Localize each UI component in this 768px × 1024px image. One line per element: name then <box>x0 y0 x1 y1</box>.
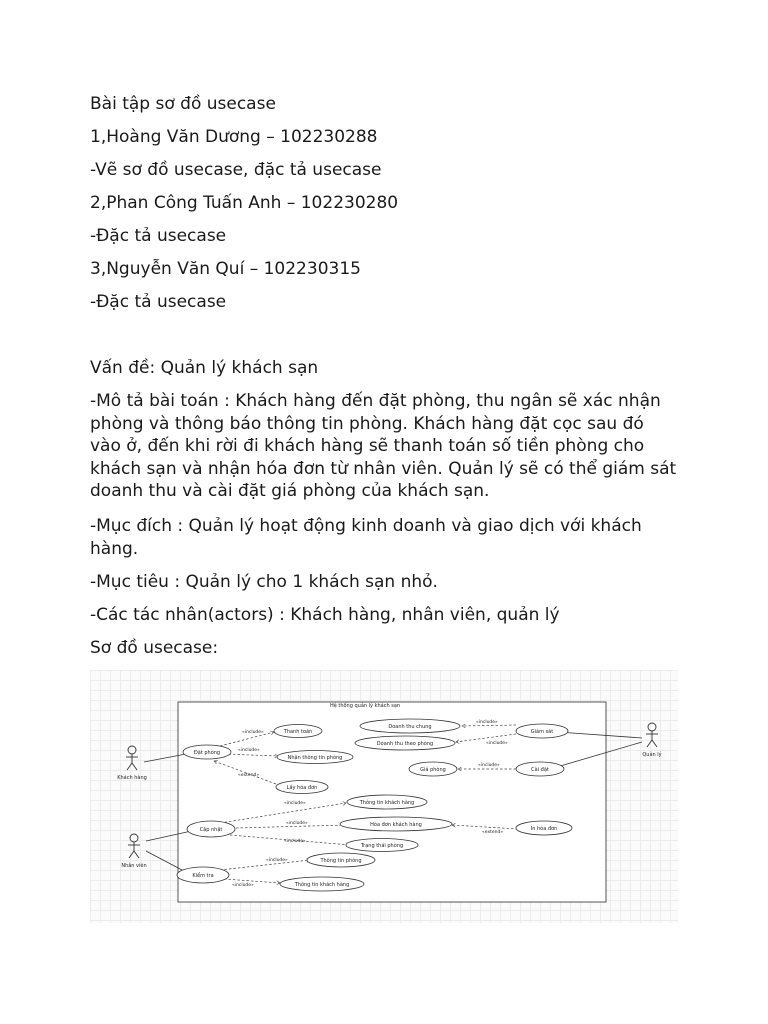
dep-label-include: «include» <box>284 801 306 806</box>
usecase-room-info-label: Thông tin phòng <box>320 858 362 864</box>
usecase-diagram <box>90 670 678 923</box>
actors-line: -Các tác nhân(actors) : Khách hàng, nhân viên, quản lý <box>90 605 560 625</box>
member-3-name: 3,Nguyễn Văn Quí – 102230315 <box>90 259 361 279</box>
usecase-customer-invoice-label: Hóa đơn khách hàng <box>370 822 422 828</box>
usecase-settings-label: Cài đặt <box>531 767 549 773</box>
actor-staff <box>128 834 140 858</box>
usecase-payment-label: Thanh toán <box>283 729 313 735</box>
problem-heading: Vấn đề: Quản lý khách sạn <box>90 358 319 378</box>
actor-manager <box>646 723 658 747</box>
dep-label-include: «include» <box>238 748 260 753</box>
usecase-book-room-label: Đặt phòng <box>193 750 221 756</box>
usecase-check-label: Kiểm tra <box>192 873 214 879</box>
usecase-get-invoice-label: Lấy hóa đơn <box>286 785 318 791</box>
dep-label-include: «include» <box>232 883 254 888</box>
dep-label-include: «include» <box>242 730 264 735</box>
usecase-diagram-svg <box>90 670 678 923</box>
dep-label-include: «include» <box>286 821 308 826</box>
document-title: Bài tập sơ đồ usecase <box>90 94 276 114</box>
usecase-print-invoice-label: In hóa đơn <box>530 826 558 832</box>
usecase-update-label: Cập nhật <box>199 827 223 833</box>
dep-label-include: «include» <box>478 763 500 768</box>
dep-label-extend: «extend» <box>238 773 260 778</box>
usecase-room-status-label: Trạng thái phòng <box>360 843 404 849</box>
actor-customer <box>126 746 138 770</box>
actor-manager-label: Quản lý <box>642 752 662 758</box>
usecase-customer-info-top-label: Thông tin khách hàng <box>359 800 415 806</box>
member-2-name: 2,Phan Công Tuấn Anh – 102230280 <box>90 193 399 213</box>
dep-label-include: «include» <box>284 839 306 844</box>
usecase-customer-info-bottom-label: Thông tin khách hàng <box>294 882 350 888</box>
usecase-total-revenue-label: Doanh thu chung <box>388 724 432 730</box>
member-1-task: -Vẽ sơ đồ usecase, đặc tả usecase <box>90 160 382 180</box>
usecase-revenue-by-room-label: Doanh thu theo phòng <box>376 741 434 747</box>
dep-label-include: «include» <box>486 741 508 746</box>
usecase-monitor-label: Giám sát <box>530 729 554 735</box>
member-1-name: 1,Hoàng Văn Dương – 102230288 <box>90 127 378 147</box>
goal-line: -Mục tiêu : Quản lý cho 1 khách sạn nhỏ. <box>90 572 438 592</box>
problem-description: -Mô tả bài toán : Khách hàng đến đặt phòng, thu ngân sẽ xác nhận phòng và thông báo thông tin phòng. Khách hàng đặt cọc sau đó vào ở, đến khi rời đi khách hàng sẽ thanh toán số tiền phòng cho khách sạn và nhận hóa đơn từ nhân viên. Quản lý sẽ có thể giám sát doanh thu và cài đặt giá phòng của khách sạn. <box>90 391 677 501</box>
assoc-staff-check <box>146 851 182 870</box>
dep-label-include: «include» <box>476 720 498 725</box>
system-title: Hệ thống quản lý khách sạn <box>329 703 401 709</box>
dep-label-extend: «extend» <box>482 830 504 835</box>
usecase-receive-room-info-label: Nhận thông tin phòng <box>287 755 343 761</box>
member-3-task: -Đặc tả usecase <box>90 292 227 312</box>
purpose-paragraph: -Mục đích : Quản lý hoạt động kinh doanh và giao dịch với khách hàng. <box>90 516 642 559</box>
member-2-task: -Đặc tả usecase <box>90 226 227 246</box>
actor-customer-label: Khách hàng <box>117 775 147 781</box>
diagram-heading: Sơ đồ usecase: <box>90 638 219 658</box>
actor-staff-label: Nhân viên <box>121 863 147 869</box>
usecase-room-price-label: Giá phòng <box>420 767 446 773</box>
dep-label-include: «include» <box>266 858 288 863</box>
